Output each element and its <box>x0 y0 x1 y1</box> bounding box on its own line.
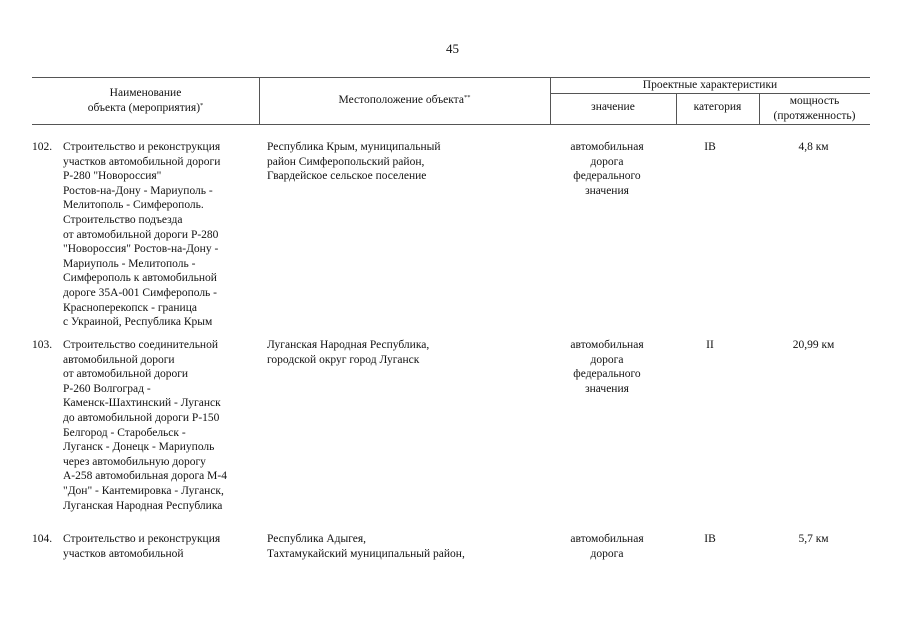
object-name-line: от автомобильной дороги <box>63 368 189 381</box>
value-line: автомобильная <box>570 339 644 351</box>
capacity-cell: 4,8 км <box>798 141 829 153</box>
row-number: 104. <box>32 533 53 545</box>
location-line: городской округ город Луганск <box>267 353 420 366</box>
page-number: 45 <box>446 41 459 56</box>
category-cell: IB <box>704 141 716 153</box>
object-name-line: Луганская Народная Республика <box>63 499 223 512</box>
object-name-line: Строительство и реконструкция <box>63 533 221 545</box>
header-location-text: Местоположение объекта <box>338 94 464 106</box>
location-cell <box>267 532 507 561</box>
location-line: Гвардейское сельское поселение <box>267 170 427 183</box>
location-line: Республика Адыгея, <box>267 533 367 545</box>
header-name-text: объекта (мероприятия) <box>87 101 201 114</box>
object-name-line: Строительство и реконструкция <box>63 141 221 153</box>
object-name-line: Каменск-Шахтинский - Луганск <box>63 397 221 410</box>
header-bottom-rule <box>32 124 870 125</box>
object-name-line: участков автомобильной дороги <box>63 155 221 168</box>
object-name-cell <box>63 140 263 330</box>
object-name-cell <box>63 532 263 561</box>
category-cell: IB <box>704 533 716 545</box>
value-line: автомобильная <box>570 141 644 153</box>
object-name-line: Красноперекопск - граница <box>63 301 197 314</box>
category-cell: II <box>706 339 714 351</box>
object-name-cell <box>63 338 263 513</box>
object-name-line: Белгород - Старобельск - <box>63 426 186 439</box>
object-name-line: Луганск - Донецк - Мариуполь <box>63 441 215 454</box>
header-name-cell <box>32 86 259 115</box>
header-name-line-2 <box>32 101 259 116</box>
row-number: 102. <box>32 141 53 153</box>
value-cell <box>546 338 668 396</box>
value-line: значения <box>585 184 629 197</box>
object-name-line: с Украиной, Республика Крым <box>63 316 213 329</box>
object-name-line: "Новороссия" Ростов-на-Дону - <box>63 243 219 256</box>
object-name-line: дороге 35А-001 Симферополь - <box>63 286 218 299</box>
object-name-line: автомобильной дороги <box>63 353 175 366</box>
location-line: район Симферопольский район, <box>267 155 425 168</box>
value-line: автомобильная <box>570 533 644 545</box>
object-name-line: Мариуполь - Мелитополь - <box>63 257 196 270</box>
object-name-line: Мелитополь - Симферополь. <box>63 199 204 212</box>
object-name-line: "Дон" - Кантемировка - Луганск, <box>63 484 224 497</box>
object-name-line: Строительство подъезда <box>63 213 183 226</box>
object-name-line: через автомобильную дорогу <box>63 455 206 468</box>
value-line: федерального <box>573 368 641 381</box>
row-number: 103. <box>32 339 53 351</box>
footnote-mark: * <box>200 101 204 109</box>
location-line: Луганская Народная Республика, <box>267 339 430 351</box>
header-capacity-line-2: (протяженность) <box>773 109 856 122</box>
header-category-cell: категория <box>693 101 742 113</box>
object-name-line: Симферополь к автомобильной <box>63 272 217 285</box>
value-cell <box>546 140 668 198</box>
value-line: дорога <box>590 353 624 366</box>
object-name-line: Р-280 "Новороссия" <box>63 170 162 183</box>
value-line: дорога <box>590 547 624 560</box>
object-name-line: участков автомобильной <box>63 547 184 560</box>
value-cell <box>546 532 668 561</box>
object-name-line: от автомобильной дороги Р-280 <box>63 228 219 241</box>
location-cell <box>267 140 507 184</box>
header-value-cell: значение <box>591 101 635 113</box>
object-name-line: Ростов-на-Дону - Мариуполь - <box>63 184 213 197</box>
object-name-line: Р-260 Волгоград - <box>63 382 151 395</box>
value-line: дорога <box>590 155 624 168</box>
header-name-line-1: Наименование <box>109 87 182 99</box>
table-header <box>32 77 870 124</box>
location-line: Тахтамукайский муниципальный район, <box>267 547 465 560</box>
value-line: федерального <box>573 170 641 183</box>
object-name-line: Строительство соединительной <box>63 339 218 351</box>
capacity-cell: 20,99 км <box>792 339 835 351</box>
header-location-cell <box>259 93 550 108</box>
header-capacity-line-1: мощность <box>789 95 840 107</box>
capacity-cell: 5,7 км <box>798 533 829 545</box>
location-line: Республика Крым, муниципальный <box>267 141 441 153</box>
object-name-line: до автомобильной дороги Р-150 <box>63 411 220 424</box>
location-cell <box>267 338 507 367</box>
object-name-line: А-258 автомобильная дорога М-4 <box>63 470 227 483</box>
footnote-mark: ** <box>463 94 471 101</box>
value-line: значения <box>585 382 629 395</box>
header-group-cell: Проектные характеристики <box>642 79 778 91</box>
header-capacity-cell <box>759 94 870 123</box>
